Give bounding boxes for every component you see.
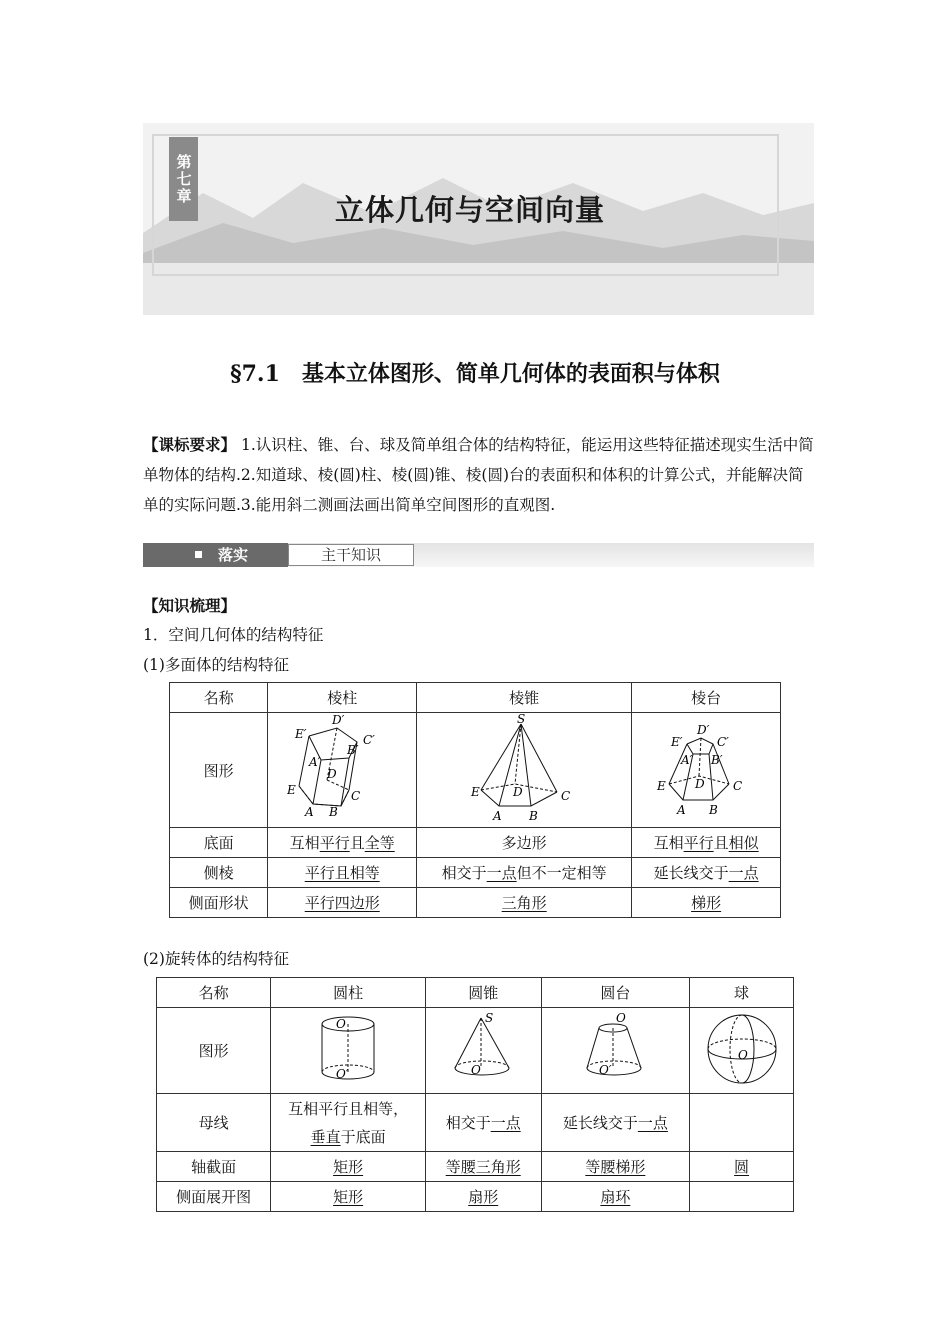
header-cell: 圆锥 bbox=[425, 978, 541, 1008]
row-label: 侧面展开图 bbox=[157, 1182, 271, 1212]
header-cell: 名称 bbox=[170, 683, 268, 713]
vertex-label: D′ bbox=[332, 714, 345, 727]
cell-text: 但不一定相等 bbox=[516, 864, 607, 882]
vertex-label: C′ bbox=[717, 735, 730, 749]
point-label: S bbox=[485, 1010, 494, 1025]
vertex-label: E′ bbox=[671, 735, 683, 749]
truncated-cone-diagram bbox=[575, 1010, 655, 1088]
cell-text: 且 bbox=[349, 834, 365, 852]
table-cell bbox=[271, 1152, 426, 1182]
header-cell: 圆台 bbox=[541, 978, 690, 1008]
answer-text: 全等 bbox=[364, 834, 395, 852]
section-title-text: 基本立体图形、简单几何体的表面积与体积 bbox=[301, 361, 720, 387]
point-label: O bbox=[737, 1047, 748, 1062]
table-row bbox=[157, 1008, 794, 1094]
cylinder-diagram bbox=[308, 1010, 388, 1088]
frustum-figure-cell bbox=[632, 713, 781, 828]
requirements-tag: 【课标要求】 bbox=[143, 435, 237, 454]
vertex-label: A bbox=[677, 803, 686, 817]
point-label: O bbox=[471, 1062, 482, 1077]
section-bar-dark bbox=[143, 543, 288, 567]
vertex-label: E bbox=[287, 783, 296, 797]
row-label: 图形 bbox=[170, 713, 268, 828]
section-number: §7.1 bbox=[230, 361, 280, 387]
header-cell: 球 bbox=[690, 978, 794, 1008]
cell-text: 互相 bbox=[289, 834, 320, 852]
vertex-label: A′ bbox=[681, 753, 693, 767]
frustum-figure-cell bbox=[541, 1008, 690, 1094]
answer-text: 矩形 bbox=[333, 1158, 364, 1176]
pyramid-diagram bbox=[469, 714, 579, 822]
chapter-title: 立体几何与空间向量 bbox=[334, 193, 605, 227]
vertex-label: C bbox=[561, 789, 571, 803]
header-cell: 棱柱 bbox=[268, 683, 417, 713]
answer-text: 等腰梯形 bbox=[585, 1158, 646, 1176]
pyramid-figure-cell bbox=[417, 713, 632, 828]
row-label: 图形 bbox=[157, 1008, 271, 1094]
knowledge-heading: 【知识梳理】 bbox=[143, 596, 237, 615]
table-cell bbox=[271, 1094, 426, 1152]
frustum-diagram bbox=[651, 714, 761, 822]
table-cell bbox=[425, 1152, 541, 1182]
vertex-label: B bbox=[709, 803, 718, 817]
table-header-row bbox=[170, 683, 781, 713]
vertex-label: A′ bbox=[309, 755, 321, 769]
answer-text: 平行 bbox=[319, 834, 350, 852]
chapter-tag bbox=[169, 137, 198, 221]
answer-text: 等腰三角形 bbox=[445, 1158, 521, 1176]
vertex-label: C′ bbox=[363, 733, 376, 747]
answer-text: 梯形 bbox=[691, 894, 722, 912]
revolution-table bbox=[156, 977, 794, 1212]
point-label: O′ bbox=[599, 1062, 612, 1077]
vertex-label: S bbox=[517, 714, 526, 726]
answer-text: 平行 bbox=[683, 834, 714, 852]
vertex-label: A bbox=[493, 809, 502, 822]
table-row bbox=[157, 1152, 794, 1182]
section-bar-light: 主干知识 bbox=[288, 544, 414, 566]
table-header-row bbox=[157, 978, 794, 1008]
sphere-figure-cell bbox=[690, 1008, 794, 1094]
vertex-label: E bbox=[657, 779, 666, 793]
answer-text: 三角形 bbox=[501, 894, 547, 912]
answer-text: 相似 bbox=[728, 834, 759, 852]
table-cell bbox=[271, 1182, 426, 1212]
header-cell: 名称 bbox=[157, 978, 271, 1008]
answer-text: 扇形 bbox=[468, 1188, 499, 1206]
answer-text: 扇环 bbox=[600, 1188, 631, 1206]
answer-text: 垂直 bbox=[310, 1127, 341, 1146]
vertex-label: B′ bbox=[711, 753, 723, 767]
answer-text: 平行且相等 bbox=[304, 864, 380, 882]
vertex-label: A bbox=[305, 805, 314, 819]
table-cell bbox=[541, 1152, 690, 1182]
polyhedra-table bbox=[169, 682, 781, 918]
table-cell bbox=[417, 888, 632, 918]
table-row bbox=[170, 888, 781, 918]
cell-text: 于底面 bbox=[340, 1127, 386, 1146]
header-cell: 棱锥 bbox=[417, 683, 632, 713]
cell-text: 相交于 bbox=[445, 1114, 491, 1132]
point-label: O bbox=[616, 1010, 627, 1025]
answer-text: 一点 bbox=[728, 864, 759, 882]
cell-text: 且 bbox=[713, 834, 729, 852]
requirements-text: 1.认识柱、锥、台、球及简单组合体的结构特征，能运用这些特征描述现实生活中简单物体的结构.2.知道球、棱(圆)柱、棱(圆)锥、棱(圆)台的表面积和体积的计算公式，并能解决简单的实际问题.3.能用斜二测画法画出简单空间图形的直观图. bbox=[143, 436, 814, 514]
section-bar-dark-label: 落实 bbox=[218, 546, 249, 564]
vertex-label: C bbox=[733, 779, 743, 793]
table-row bbox=[157, 1094, 794, 1152]
answer-text: 矩形 bbox=[333, 1188, 364, 1206]
knowledge-sub-2: (2)旋转体的结构特征 bbox=[143, 950, 289, 968]
header-cell: 棱台 bbox=[632, 683, 781, 713]
row-label: 侧棱 bbox=[170, 858, 268, 888]
prism-figure-cell bbox=[268, 713, 417, 828]
answer-text: 一点 bbox=[490, 1114, 521, 1132]
answer-text: 圆 bbox=[734, 1158, 750, 1176]
vertex-label: C bbox=[351, 789, 361, 803]
table-cell bbox=[632, 858, 781, 888]
cone-diagram bbox=[443, 1010, 523, 1088]
row-label: 侧面形状 bbox=[170, 888, 268, 918]
answer-text: 一点 bbox=[637, 1114, 668, 1132]
prism-diagram bbox=[287, 714, 397, 822]
vertex-label: E′ bbox=[295, 727, 307, 741]
chapter-tag-text: 第七章 bbox=[174, 153, 193, 205]
table-row bbox=[170, 713, 781, 828]
table-cell: 多边形 bbox=[417, 828, 632, 858]
vertex-label: B′ bbox=[347, 743, 359, 757]
table-cell bbox=[417, 858, 632, 888]
vertex-label: D bbox=[695, 777, 705, 791]
point-label: O bbox=[336, 1016, 346, 1031]
table-cell bbox=[541, 1094, 690, 1152]
vertex-label: B bbox=[329, 805, 339, 819]
vertex-label: B bbox=[529, 809, 538, 822]
table-cell bbox=[690, 1094, 794, 1152]
table-cell bbox=[268, 828, 417, 858]
answer-text: 一点 bbox=[486, 864, 517, 882]
vertex-label: D′ bbox=[697, 723, 710, 737]
vertex-label: E bbox=[471, 785, 480, 799]
point-label: O′ bbox=[336, 1066, 349, 1081]
table-cell bbox=[632, 828, 781, 858]
header-cell: 圆柱 bbox=[271, 978, 426, 1008]
table-cell bbox=[425, 1182, 541, 1212]
section-bar bbox=[143, 543, 814, 567]
cone-figure-cell bbox=[425, 1008, 541, 1094]
vertex-label: D bbox=[513, 785, 523, 799]
vertex-label: D bbox=[327, 767, 337, 781]
cylinder-figure-cell bbox=[271, 1008, 426, 1094]
table-cell bbox=[268, 858, 417, 888]
cell-text: 相交于 bbox=[441, 864, 487, 882]
table-row bbox=[170, 858, 781, 888]
table-row bbox=[157, 1182, 794, 1212]
table-cell bbox=[632, 888, 781, 918]
row-label: 母线 bbox=[157, 1094, 271, 1152]
row-label: 底面 bbox=[170, 828, 268, 858]
cell-text: 互相 bbox=[653, 834, 684, 852]
table-cell bbox=[690, 1152, 794, 1182]
answer-text: 平行四边形 bbox=[304, 894, 380, 912]
table-cell bbox=[425, 1094, 541, 1152]
sphere-diagram bbox=[702, 1009, 782, 1089]
requirements-paragraph bbox=[143, 430, 818, 520]
row-label: 轴截面 bbox=[157, 1152, 271, 1182]
knowledge-sub-1: (1)多面体的结构特征 bbox=[143, 656, 289, 674]
table-row bbox=[170, 828, 781, 858]
cell-text: 互相平行且相等， bbox=[288, 1099, 409, 1118]
square-icon bbox=[195, 551, 202, 558]
table-cell bbox=[690, 1182, 794, 1212]
table-cell bbox=[541, 1182, 690, 1212]
cell-text: 延长线交于 bbox=[562, 1114, 638, 1132]
cell-text: 延长线交于 bbox=[653, 864, 729, 882]
section-title bbox=[0, 357, 950, 388]
table-cell bbox=[268, 888, 417, 918]
knowledge-item-1: 1．空间几何体的结构特征 bbox=[143, 626, 324, 644]
